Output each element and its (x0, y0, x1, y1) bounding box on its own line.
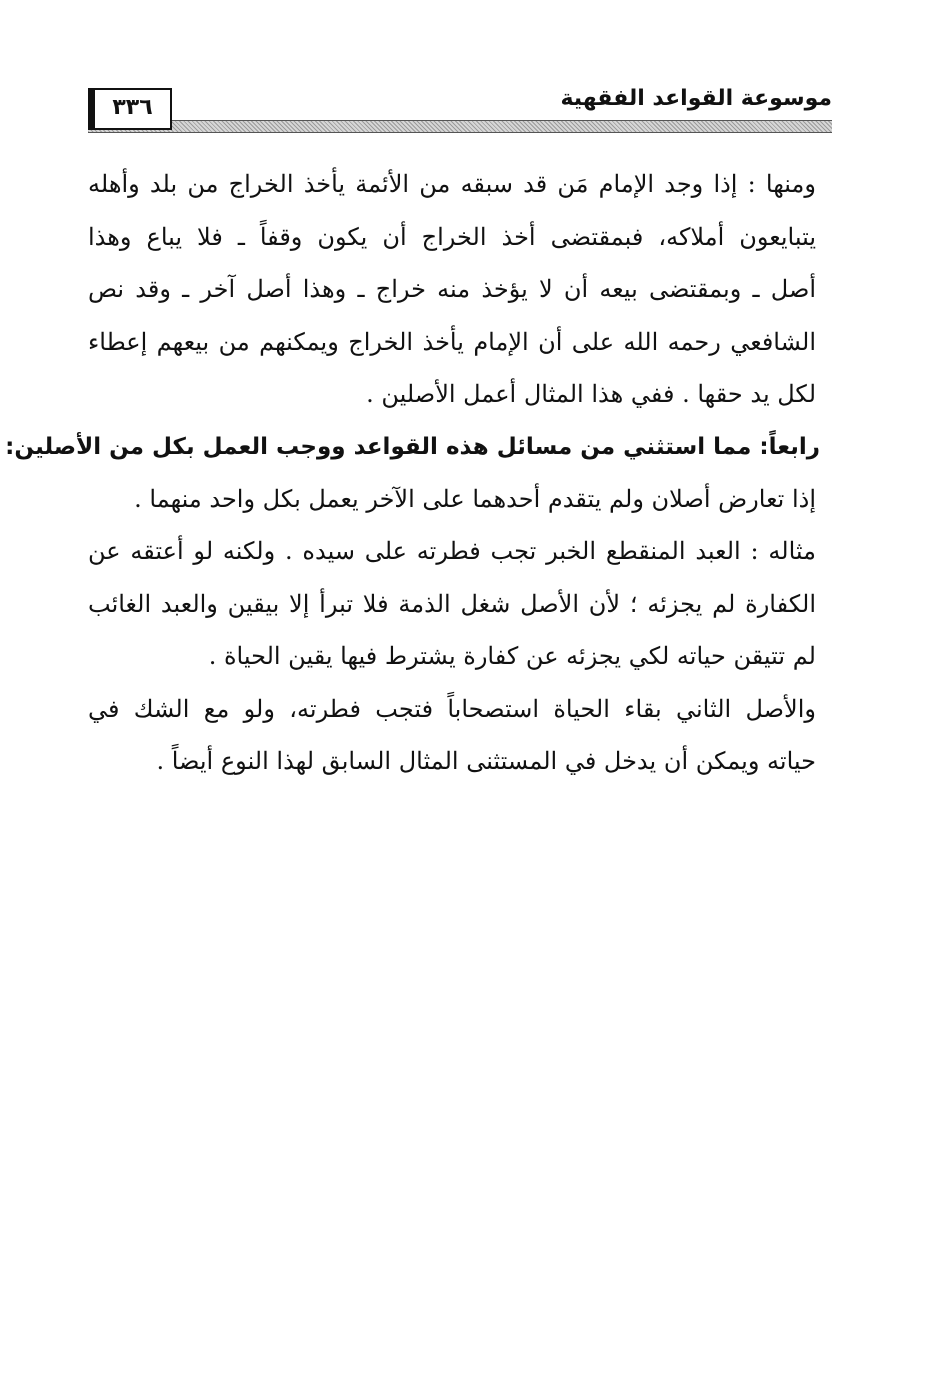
book-title: موسوعة القواعد الفقهية (560, 86, 832, 111)
paragraph (88, 683, 816, 788)
text-line: والأصل الثاني بقاء الحياة استصحاباً فتجب فطرته، ولو مع الشك في (88, 694, 816, 723)
text-line: حياته ويمكن أن يدخل في المستثنى المثال السابق لهذا النوع أيضاً . (156, 747, 816, 775)
section-heading: رابعاً: مما استثني من مسائل هذه القواعد ووجب العمل بكل من الأصلين: (5, 433, 820, 460)
paragraph (88, 473, 816, 683)
page-body (5, 158, 820, 788)
page-header (88, 82, 832, 134)
text-line: أصل ـ وبمقتضى بيعه أن لا يؤخذ منه خراج ـ وهذا أصل آخر ـ وقد نص (88, 275, 816, 303)
text-line: لم تتيقن حياته لكي يجزئه عن كفارة يشترط فيها يقين الحياة . (208, 642, 816, 670)
text-line: إذا تعارض أصلان ولم يتقدم أحدهما على الآخر يعمل بكل واحد منهما . (134, 484, 816, 513)
text-line: مثاله : العبد المنقطع الخبر تجب فطرته على سيده . ولكنه لو أعتقه عن (88, 537, 816, 565)
text-line: لكل يد حقها . ففي هذا المثال أعمل الأصلين . (366, 380, 816, 408)
header-rule (88, 120, 832, 133)
page-number: ٣٣٦ (88, 88, 172, 130)
paragraph (88, 158, 816, 421)
text-line: الشافعي رحمه الله على أن الإمام يأخذ الخراج ويمكنهم من بيعهم إعطاء (88, 327, 816, 356)
text-line: ومنها : إذا وجد الإمام مَن قد سبقه من الأئمة يأخذ الخراج من بلد وأهله (88, 170, 816, 198)
text-line: يتبايعون أملاكه، فبمقتضى أخذ الخراج أن يكون وقفاً ـ فلا يباع وهذا (88, 222, 816, 251)
text-line: الكفارة لم يجزئه ؛ لأن الأصل شغل الذمة فلا تبرأ إلا بيقين والعبد الغائب (88, 589, 816, 618)
